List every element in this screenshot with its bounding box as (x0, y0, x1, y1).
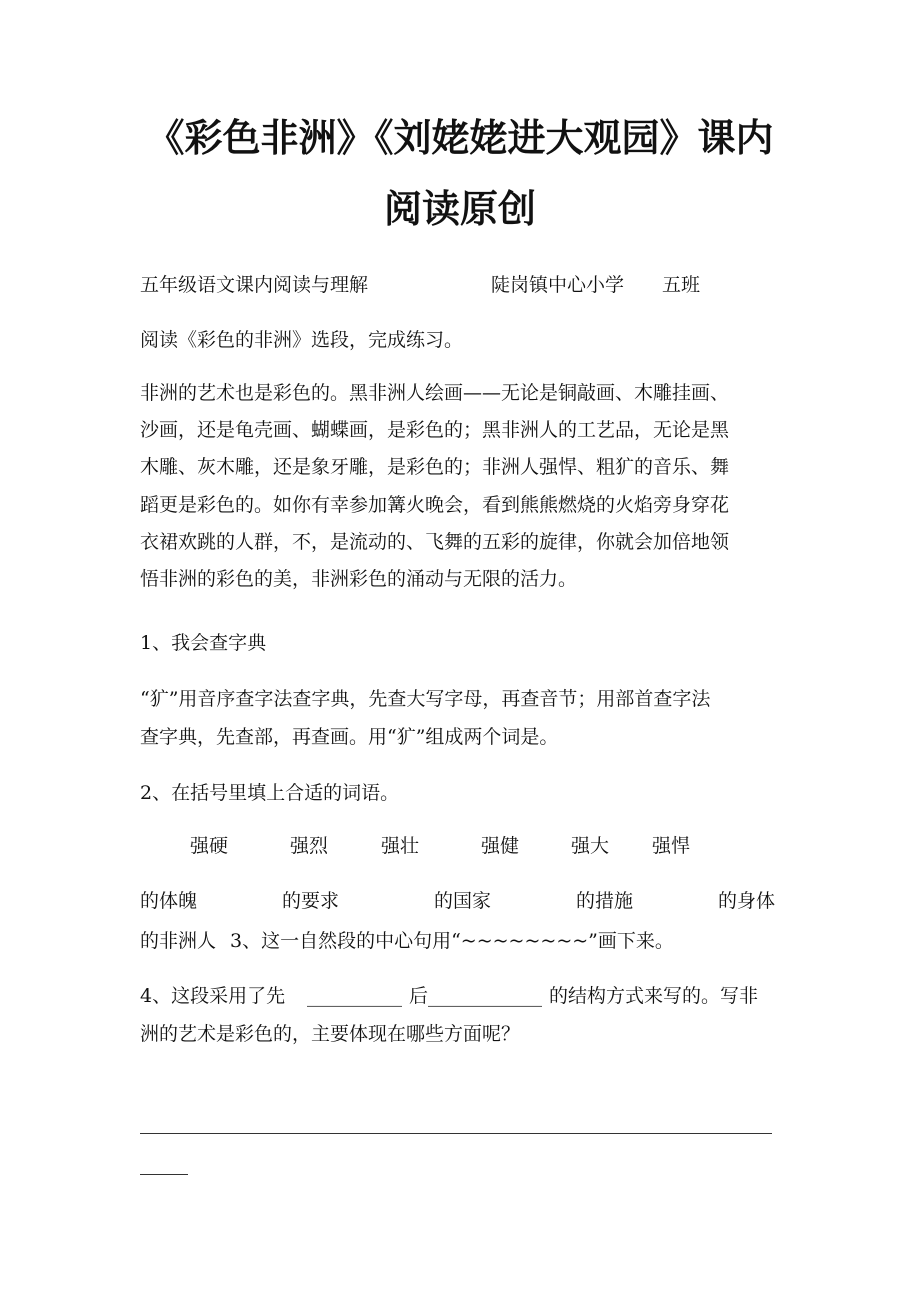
question-3: 3、这一自然段的中心句用“~~~~~~~~”画下来。 (230, 930, 674, 952)
question-1-title: 1、我会查字典 (140, 632, 267, 654)
word-option: 强健 (481, 835, 520, 857)
word-option: 强大 (571, 835, 610, 857)
passage-line: 蹈更是彩色的。如你有幸参加篝火晚会，看到熊熊燃烧的火焰旁身穿花 (140, 494, 730, 516)
passage-line: 沙画，还是龟壳画、蝴蝶画，是彩色的；黑非洲人的工艺品，无论是黑 (140, 419, 730, 441)
title-line-1: 《彩色非洲》《刘姥姥进大观园》课内 (146, 116, 774, 160)
passage-line: 非洲的艺术也是彩色的。黑非洲人绘画——无论是铜敲画、木雕挂画、 (140, 382, 730, 404)
question-4-mid: 后 (409, 985, 429, 1007)
word-option: 强悍 (652, 835, 691, 857)
question-1-line: “犷”用音序查字法查字典，先查大写字母，再查音节；用部首查字法 (140, 688, 711, 710)
question-4-blank-1: __________ (307, 985, 402, 1007)
word-option: 强烈 (290, 835, 329, 857)
fill-phrase-last: 的非洲人 (140, 930, 217, 952)
subtitle-course: 五年级语文课内阅读与理解 (140, 274, 369, 296)
fill-phrase: 的体魄 (140, 890, 198, 912)
question-4-blank-2: ____________ (428, 985, 542, 1007)
fill-phrase: 的国家 (434, 890, 492, 912)
passage-line: 衣裙欢跳的人群，不，是流动的、飞舞的五彩的旋律，你就会加倍地领 (140, 531, 730, 553)
fill-phrase: 的要求 (282, 890, 340, 912)
passage-line: 悟非洲的彩色的美，非洲彩色的涌动与无限的活力。 (140, 568, 578, 590)
instruction: 阅读《彩色的非洲》选段，完成练习。 (140, 329, 464, 351)
question-1-line: 查字典，先查部，再查画。用“犷”组成两个词是。 (140, 726, 559, 748)
title-line-2: 阅读原创 (383, 187, 536, 231)
word-option: 强硬 (190, 835, 229, 857)
passage-line: 木雕、灰木雕，还是象牙雕，是彩色的；非洲人强悍、粗犷的音乐、舞 (140, 456, 730, 478)
question-4-prefix: 4、这段采用了先 (140, 985, 286, 1007)
subtitle-school: 陡岗镇中心小学 (491, 274, 625, 296)
word-option: 强壮 (381, 835, 420, 857)
question-2-title: 2、在括号里填上合适的词语。 (140, 782, 400, 804)
question-4-suffix: 的结构方式来写的。写非 (549, 985, 759, 1007)
subtitle-class: 五班 (662, 274, 701, 296)
fill-phrase: 的措施 (576, 890, 634, 912)
fill-phrase: 的身体 (718, 890, 776, 912)
answer-line-short (140, 1174, 188, 1175)
question-4-line-2: 洲的艺术是彩色的，主要体现在哪些方面呢？ (140, 1023, 521, 1045)
answer-line (140, 1133, 772, 1134)
